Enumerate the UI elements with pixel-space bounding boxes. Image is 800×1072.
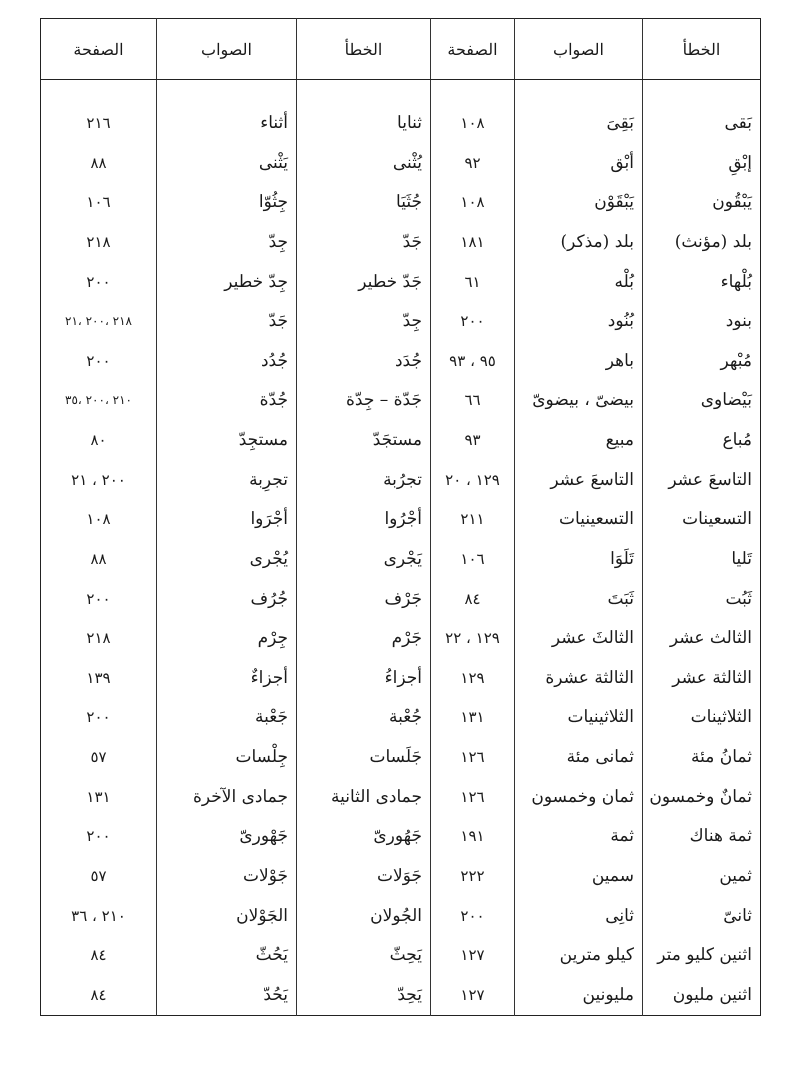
correct-cell: جِدّ خطير [157, 262, 297, 302]
wrong-cell: بلد (مؤنث) [643, 222, 761, 262]
table-row [41, 737, 761, 777]
correct-cell: الثلاثينيات [515, 698, 643, 738]
wrong-cell: الجُولان [297, 896, 431, 936]
table-row [41, 975, 761, 1015]
page-cell: ١٢٩ ، ٢٢ [431, 618, 515, 658]
correct-cell: بُلْه [515, 262, 643, 302]
wrong-cell: ثانىّ [643, 896, 761, 936]
table-row [41, 420, 761, 460]
wrong-cell: بنود [643, 301, 761, 341]
correct-cell: الثالثة عشرة [515, 658, 643, 698]
correct-cell: بيضىّ ، بيضوىّ [515, 381, 643, 421]
wrong-cell: ثمانٌ وخمسون [643, 777, 761, 817]
wrong-cell: ثمين [643, 856, 761, 896]
wrong-cell: اثنين كليو متر [643, 935, 761, 975]
wrong-cell: أجْرُوا [297, 500, 431, 540]
page-cell: ٢٠٠ [86, 708, 111, 727]
table-row [41, 658, 761, 698]
table-row [41, 301, 761, 341]
wrong-cell: جُدَد [297, 341, 431, 381]
table-row [41, 618, 761, 658]
page-cell: ٦١ [431, 262, 515, 302]
wrong-cell: يَحِدّ [297, 975, 431, 1015]
wrong-cell: مستجَدّ [297, 420, 431, 460]
page-cell: ١٠٦ [86, 193, 111, 212]
page-cell: ١٠٨ [86, 510, 111, 529]
spacer-cell [515, 80, 643, 104]
correct-cell: جِرْم [157, 618, 297, 658]
page-cell: ١٢٦ [431, 737, 515, 777]
page-cell: ٢١٠ ،٢٠٠ ،٣٥ [65, 393, 132, 408]
spacer-cell [157, 80, 297, 104]
correct-cell: يَبْقَوْن [515, 183, 643, 223]
wrong-cell: مُبْهر [643, 341, 761, 381]
correct-cell: باهر [515, 341, 643, 381]
correct-cell: جِلْسات [157, 737, 297, 777]
wrong-cell: جَهُورىّ [297, 817, 431, 857]
correct-cell: ثَبَتَ [515, 579, 643, 619]
wrong-cell: يُثْنى [297, 143, 431, 183]
wrong-cell: ثمانُ مئة [643, 737, 761, 777]
wrong-cell: ثمة هناك [643, 817, 761, 857]
page-cell: ٢١٨ [86, 232, 111, 251]
spacer-cell [41, 80, 157, 104]
correct-cell: يَحُدّ [157, 975, 297, 1015]
page-cell: ١٢٩ [431, 658, 515, 698]
header-wrong-1: الخطأ [643, 19, 761, 80]
header-right-1: الصواب [515, 19, 643, 80]
wrong-cell: يَبْقُون [643, 183, 761, 223]
table-row [41, 539, 761, 579]
wrong-cell: بَيْضاوى [643, 381, 761, 421]
correct-cell: ثمة [515, 817, 643, 857]
table-row [41, 183, 761, 223]
wrong-cell: التسعينات [643, 500, 761, 540]
wrong-cell: جَدّ [297, 222, 431, 262]
page-cell: ١٠٦ [431, 539, 515, 579]
wrong-cell: التاسعَ عشر [643, 460, 761, 500]
wrong-cell: يَحِثّ [297, 935, 431, 975]
correct-cell: يَحُثّ [157, 935, 297, 975]
correct-cell: مبيع [515, 420, 643, 460]
page-cell: ٥٧ [90, 748, 107, 767]
correct-cell: جَدّ [157, 301, 297, 341]
wrong-cell: الثالث عشر [643, 618, 761, 658]
page-cell: ٢٠٠ ، ٢١ [71, 470, 126, 489]
errata-table [40, 18, 761, 1016]
page-cell: ٦٦ [431, 381, 515, 421]
page-cell: ٢٠٠ [86, 351, 111, 370]
table-row [41, 856, 761, 896]
correct-cell: جَوْلات [157, 856, 297, 896]
page-cell: ١٣٩ [86, 668, 111, 687]
header-page-2: الصفحة [41, 19, 157, 80]
errata-body [41, 80, 761, 1016]
correct-cell: جِثُوّا [157, 183, 297, 223]
correct-cell: بُنُود [515, 301, 643, 341]
correct-cell: أبْق [515, 143, 643, 183]
page-cell: ٢٠٠ [86, 827, 111, 846]
page-cell: ١٠٨ [431, 183, 515, 223]
header-right-2: الصواب [157, 19, 297, 80]
page-cell: ١٣١ [431, 698, 515, 738]
page-cell: ٨٤ [90, 946, 107, 965]
table-row [41, 579, 761, 619]
page-cell: ٢١٨ ،٢٠٠ ،٢١ [65, 314, 132, 329]
correct-cell: ثانِى [515, 896, 643, 936]
page-cell: ١٢٧ [431, 935, 515, 975]
correct-cell: يَثْنى [157, 143, 297, 183]
table-row [41, 817, 761, 857]
spacer-cell [431, 80, 515, 104]
wrong-cell: يَجْرى [297, 539, 431, 579]
correct-cell: جَهْورىّ [157, 817, 297, 857]
correct-cell: ثمان وخمسون [515, 777, 643, 817]
page-cell: ١٢٧ [431, 975, 515, 1015]
table-row [41, 222, 761, 262]
correct-cell: أثناء [157, 103, 297, 143]
correct-cell: مليونين [515, 975, 643, 1015]
table-row [41, 381, 761, 421]
wrong-cell: بَقى [643, 103, 761, 143]
page-cell: ٢٠٠ [431, 301, 515, 341]
spacer-cell [297, 80, 431, 104]
table-row [41, 935, 761, 975]
correct-cell: مستجِدّ [157, 420, 297, 460]
wrong-cell: ثنايا [297, 103, 431, 143]
wrong-cell: تجرُبة [297, 460, 431, 500]
page-cell: ٨٨ [90, 549, 107, 568]
wrong-cell: إبْقِ [643, 143, 761, 183]
correct-cell: سمين [515, 856, 643, 896]
table-row [41, 460, 761, 500]
page-cell: ٩٥ ، ٩٣ [431, 341, 515, 381]
table-row [41, 896, 761, 936]
wrong-cell: مُباع [643, 420, 761, 460]
page-cell: ٩٣ [431, 420, 515, 460]
page-cell: ٢٠٠ [86, 589, 111, 608]
wrong-cell: جَدّ خطير [297, 262, 431, 302]
correct-cell: التاسعَ عشر [515, 460, 643, 500]
page-cell: ٢٠٠ [431, 896, 515, 936]
correct-cell: الثالثَ عشر [515, 618, 643, 658]
correct-cell: ثمانى مئة [515, 737, 643, 777]
table-row [41, 698, 761, 738]
wrong-cell: الثالثة عشر [643, 658, 761, 698]
correct-cell: تجرِبة [157, 460, 297, 500]
correct-cell: التسعينيات [515, 500, 643, 540]
page-cell: ٢١٦ [86, 114, 111, 133]
page-cell: ٩٢ [431, 143, 515, 183]
page-cell: ١٢٩ ، ٢٠ [431, 460, 515, 500]
wrong-cell: جَوَلات [297, 856, 431, 896]
page-cell: ٨٨ [90, 153, 107, 172]
page-cell: ١٠٨ [431, 103, 515, 143]
page-cell: ٢٢٢ [431, 856, 515, 896]
spacer-row [41, 80, 761, 104]
page-cell: ١٢٦ [431, 777, 515, 817]
page-cell: ١٨١ [431, 222, 515, 262]
table-row [41, 500, 761, 540]
wrong-cell: جِدّ [297, 301, 431, 341]
table-row [41, 143, 761, 183]
correct-cell: تَلَوَا [515, 539, 643, 579]
page-cell: ٨٠ [90, 431, 107, 450]
correct-cell: كيلو مترين [515, 935, 643, 975]
table-row [41, 777, 761, 817]
correct-cell: جمادى الآخرة [157, 777, 297, 817]
wrong-cell: ثَبُت [643, 579, 761, 619]
wrong-cell: جَرْم [297, 618, 431, 658]
correct-cell: جِدّ [157, 222, 297, 262]
table-row [41, 341, 761, 381]
wrong-cell: بُلْهاء [643, 262, 761, 302]
wrong-cell: جُعْبة [297, 698, 431, 738]
page-cell: ٢١٨ [86, 629, 111, 648]
correct-cell: جُرُف [157, 579, 297, 619]
correct-cell: جُدُد [157, 341, 297, 381]
page-cell: ١٩١ [431, 817, 515, 857]
wrong-cell: الثلاثينات [643, 698, 761, 738]
wrong-cell: أجزاءُ [297, 658, 431, 698]
page-cell: ٥٧ [90, 866, 107, 885]
page-cell: ٢٠٠ [86, 272, 111, 291]
page-cell: ٨٤ [90, 986, 107, 1005]
correct-cell: أجزاءٌ [157, 658, 297, 698]
page-cell: ٢١٠ ، ٣٦ [71, 906, 126, 925]
table-row [41, 103, 761, 143]
correct-cell: يُجْرى [157, 539, 297, 579]
spacer-cell [643, 80, 761, 104]
correct-cell: أجْرَوا [157, 500, 297, 540]
correct-cell: الجَوْلان [157, 896, 297, 936]
wrong-cell: جَرْف [297, 579, 431, 619]
page-cell: ٢١١ [431, 500, 515, 540]
page-cell: ٨٤ [431, 579, 515, 619]
page-cell: ١٣١ [86, 787, 111, 806]
wrong-cell: جمادى الثانية [297, 777, 431, 817]
correct-cell: جُدّة [157, 381, 297, 421]
table-row [41, 262, 761, 302]
correct-cell: بلد (مذكر) [515, 222, 643, 262]
wrong-cell: جَلَسات [297, 737, 431, 777]
wrong-cell: جَدّة – جِدّة [297, 381, 431, 421]
correct-cell: جَعْبة [157, 698, 297, 738]
wrong-cell: تَليا [643, 539, 761, 579]
wrong-cell: جُثَيَا [297, 183, 431, 223]
header-wrong-2: الخطأ [297, 19, 431, 80]
header-page-1: الصفحة [431, 19, 515, 80]
correct-cell: بَقِىَ [515, 103, 643, 143]
header-row [41, 19, 761, 80]
wrong-cell: اثنين مليون [643, 975, 761, 1015]
